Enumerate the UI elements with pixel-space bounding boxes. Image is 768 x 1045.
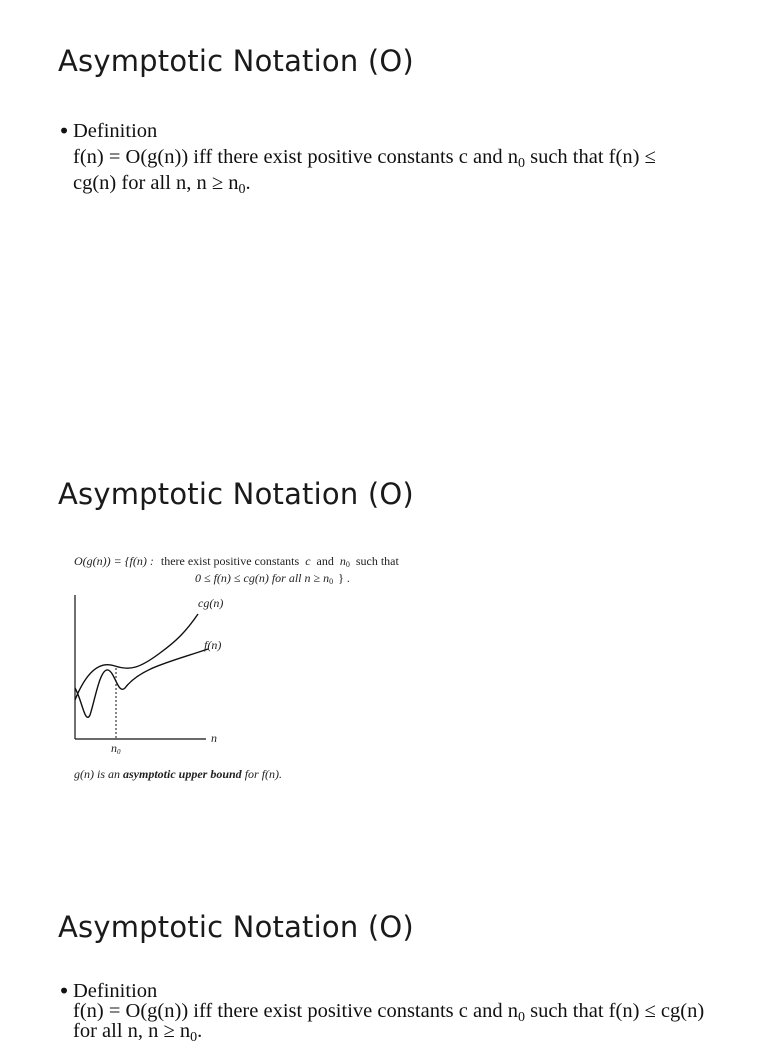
bullet-heading: Definition	[73, 980, 158, 1002]
set-definition-line-1: O(g(n)) = {f(n) : there exist positive constants c and n0 such that	[74, 554, 399, 569]
cg-label: cg(n)	[198, 596, 224, 610]
n-axis-label: n	[211, 731, 217, 745]
bullet-dot-icon: •	[58, 119, 71, 143]
definition-line-2: for all n, $n \ge n_0$.	[73, 1020, 203, 1045]
figure-caption: g(n) is an asymptotic upper bound for f(n).	[74, 767, 283, 781]
definition-line-2: cg(n) for all n, $n \ge n_0$.	[73, 172, 251, 197]
slide-title: Asymptotic Notation (O)	[58, 44, 414, 78]
bullet-dot-icon: •	[58, 979, 71, 1003]
definition-bullet	[58, 978, 738, 1045]
bullet-heading: Definition	[73, 120, 158, 142]
definition-line-1: f(n) = O(g(n)) iff there exist positive constants c and $n_0$ such that f(n) ≤ cg(n)	[73, 1000, 705, 1025]
slide-title: Asymptotic Notation (O)	[58, 477, 414, 511]
definition-line-1: f(n) = O(g(n)) iff there exist positive constants c and $n_0$ such that f(n) ≤	[73, 146, 656, 171]
f-label: f(n)	[204, 638, 222, 652]
n0-label: n0	[111, 741, 121, 756]
slide-title: Asymptotic Notation (O)	[58, 910, 414, 944]
set-definition-line-2: 0 ≤ f(n) ≤ cg(n) for all n ≥ n0 } .	[195, 571, 350, 586]
